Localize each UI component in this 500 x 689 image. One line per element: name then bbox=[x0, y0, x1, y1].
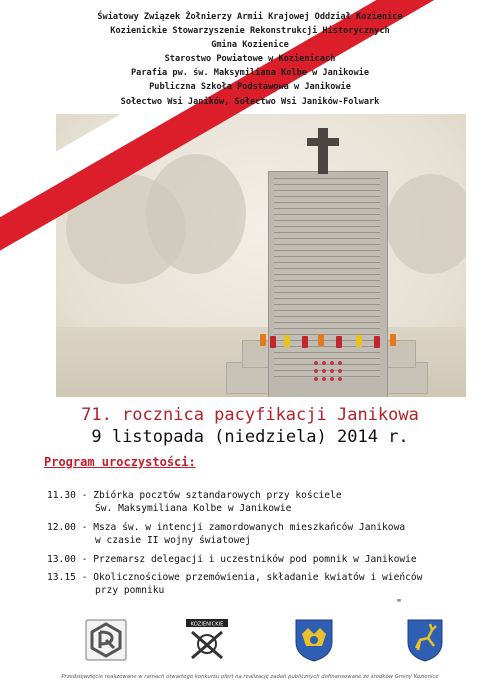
schedule-time: 13.00 bbox=[47, 553, 76, 565]
organizer-line: Starostwo Powiatowe w Kozienicach bbox=[164, 54, 336, 65]
organizer-line: Gmina Kozienice bbox=[211, 40, 289, 51]
powiat-coat-of-arms bbox=[406, 618, 444, 662]
organizer-line: Sołectwo Wsi Janików, Sołectwo Wsi Janików-Folwark bbox=[120, 96, 380, 107]
flowers bbox=[312, 359, 342, 381]
schedule-text: - Zbiórka pocztów sztandarowych przy kościele bbox=[81, 490, 342, 501]
anniversary-title: 71. rocznica pacyfikacji Janikowa bbox=[81, 405, 419, 425]
funding-note: Przedsięwzięcie realizowane w ramach otwartego konkursu ofert na realizację zadań publicznych dofinansowane ze środków Gminy Kozienice bbox=[61, 674, 439, 680]
gmina-coat-of-arms bbox=[294, 618, 334, 662]
organizer-line: Publiczna Szkoła Podstawowa w Janikowie bbox=[149, 82, 351, 93]
organizer-line: Światowy Związek Żołnierzy Armii Krajowej Oddział Kozienice bbox=[97, 12, 403, 22]
organizer-line: Parafia pw. św. Maksymiliana Kolbe w Janikowie bbox=[131, 68, 369, 79]
schedule-text-cont: Św. Maksymiliana Kolbe w Janikowie bbox=[95, 503, 292, 515]
program-heading: Program uroczystości: bbox=[44, 455, 196, 469]
schedule-item bbox=[47, 571, 487, 598]
schedule-text: - Msza św. w intencji zamordowanych mieszkańców Janikowa bbox=[81, 521, 406, 533]
organizer-line: Kozienickie Stowarzyszenie Rekonstrukcji Historycznych bbox=[110, 26, 390, 37]
closing-quote-mark: " bbox=[396, 598, 403, 609]
schedule-text: - Okolicznościowe przemówienia, składanie kwiatów i wieńców bbox=[81, 572, 423, 584]
organizers-list bbox=[0, 10, 500, 109]
schedule-list bbox=[47, 489, 487, 603]
event-date: 9 listopada (niedziela) 2014 r. bbox=[91, 427, 409, 447]
schedule-item bbox=[47, 553, 487, 566]
schedule-time: 12.00 bbox=[47, 521, 76, 533]
kozienickie-society-logo bbox=[182, 618, 232, 662]
schedule-time: 13.15 bbox=[47, 572, 76, 584]
schedule-text-cont: przy pomniku bbox=[95, 585, 165, 597]
schedule-time: 11.30 bbox=[47, 490, 76, 501]
schedule-item bbox=[47, 521, 487, 548]
schedule-text: - Przemarsz delegacji i uczestników pod pomnik w Janikowie bbox=[81, 553, 417, 565]
schedule-item bbox=[47, 489, 487, 516]
kozienickie-banner-text: KOZIENICKIE bbox=[190, 621, 224, 628]
cross-icon bbox=[318, 128, 328, 174]
ak-emblem-logo bbox=[84, 618, 128, 662]
schedule-text-cont: w czasie II wojny światowej bbox=[95, 535, 251, 547]
